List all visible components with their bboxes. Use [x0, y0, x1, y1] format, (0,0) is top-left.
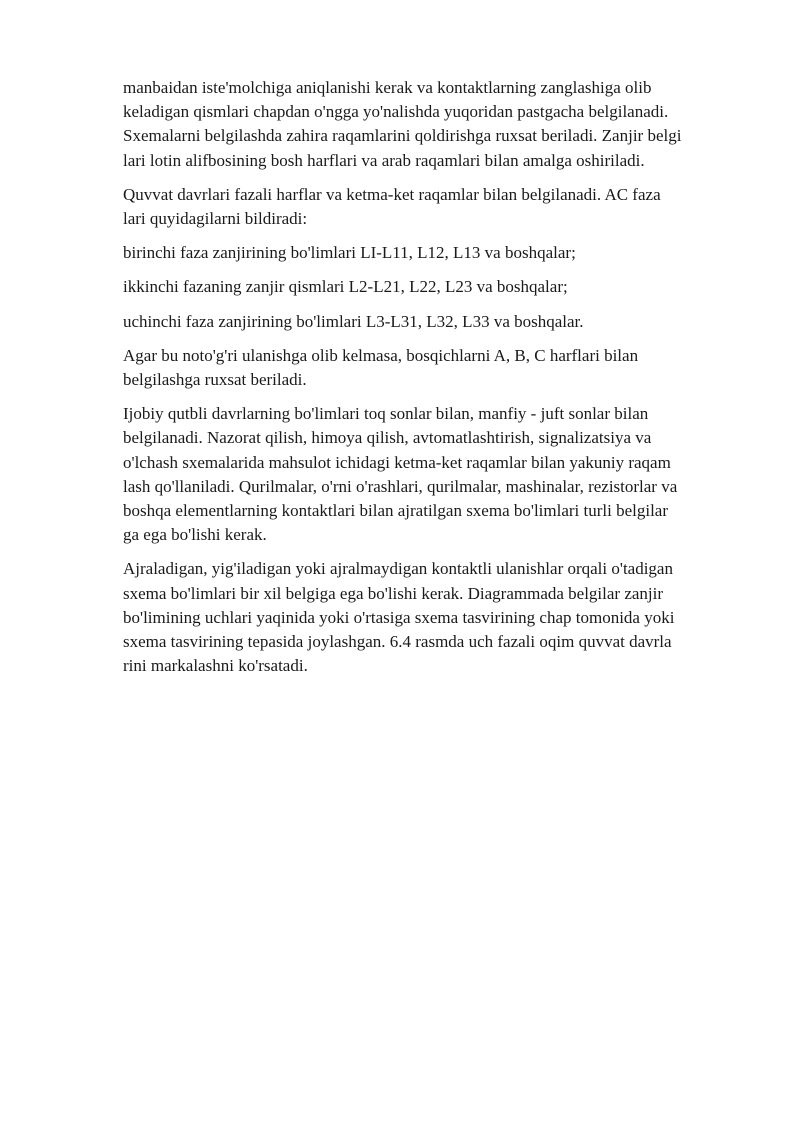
paragraph	[123, 557, 748, 678]
text-line: lari lotin alifbosining bosh harflari va arab raqamlari bilan amalga oshiriladi.	[123, 150, 645, 170]
paragraph	[123, 76, 748, 173]
text-line: uchinchi faza zanjirining bo'limlari L3-L31, L32, L33 va boshqalar.	[123, 311, 584, 331]
text-line: Quvvat davrlari fazali harflar va ketma-ket raqamlar bilan belgilanadi. AC faza	[123, 184, 661, 204]
paragraph	[123, 402, 748, 547]
paragraph	[123, 344, 748, 392]
paragraph	[123, 310, 748, 334]
text-line: bo'limining uchlari yaqinida yoki o'rtasiga sxema tasvirining chap tomonida yoki	[123, 607, 675, 627]
text-line: ga ega bo'lishi kerak.	[123, 525, 267, 545]
document-body	[123, 76, 748, 688]
text-line: lash qo'llaniladi. Qurilmalar, o'rni o'rashlari, qurilmalar, mashinalar, rezistorlar va	[123, 476, 678, 496]
text-line: Ajraladigan, yig'iladigan yoki ajralmaydigan kontaktli ulanishlar orqali o'tadigan	[123, 559, 673, 579]
paragraph	[123, 275, 748, 299]
text-line: belgilashga ruxsat beriladi.	[123, 370, 307, 390]
text-line: Sxemalarni belgilashda zahira raqamlarini qoldirishga ruxsat beriladi. Zanjir belgi	[123, 126, 682, 146]
text-line: birinchi faza zanjirining bo'limlari LI-L11, L12, L13 va boshqalar;	[123, 243, 576, 263]
text-line: sxema tasvirining tepasida joylashgan. 6.4 rasmda uch fazali oqim quvvat davrla	[123, 632, 672, 652]
paragraph	[123, 183, 748, 231]
text-line: keladigan qismlari chapdan o'ngga yo'nalishda yuqoridan pastgacha belgilanadi.	[123, 102, 669, 122]
text-line: ikkinchi fazaning zanjir qismlari L2-L21, L22, L23 va boshqalar;	[123, 277, 568, 297]
text-line: o'lchash sxemalarida mahsulot ichidagi ketma-ket raqamlar bilan yakuniy raqam	[123, 452, 671, 472]
text-line: rini markalashni ko'rsatadi.	[123, 656, 308, 676]
text-line: Ijobiy qutbli davrlarning bo'limlari toq sonlar bilan, manfiy - juft sonlar bilan	[123, 404, 649, 424]
text-line: Agar bu noto'g'ri ulanishga olib kelmasa, bosqichlarni A, B, C harflari bilan	[123, 345, 639, 365]
text-line: manbaidan iste'molchiga aniqlanishi kerak va kontaktlarning zanglashiga olib	[123, 78, 652, 97]
text-line: boshqa elementlarning kontaktlari bilan ajratilgan sxema bo'limlari turli belgilar	[123, 501, 669, 521]
paragraph	[123, 241, 748, 265]
text-line: sxema bo'limlari bir xil belgiga ega bo'lishi kerak. Diagrammada belgilar zanjir	[123, 583, 664, 603]
text-line: lari quyidagilarni bildiradi:	[123, 209, 308, 229]
text-line: belgilanadi. Nazorat qilish, himoya qilish, avtomatlashtirish, signalizatsiya va	[123, 428, 652, 448]
